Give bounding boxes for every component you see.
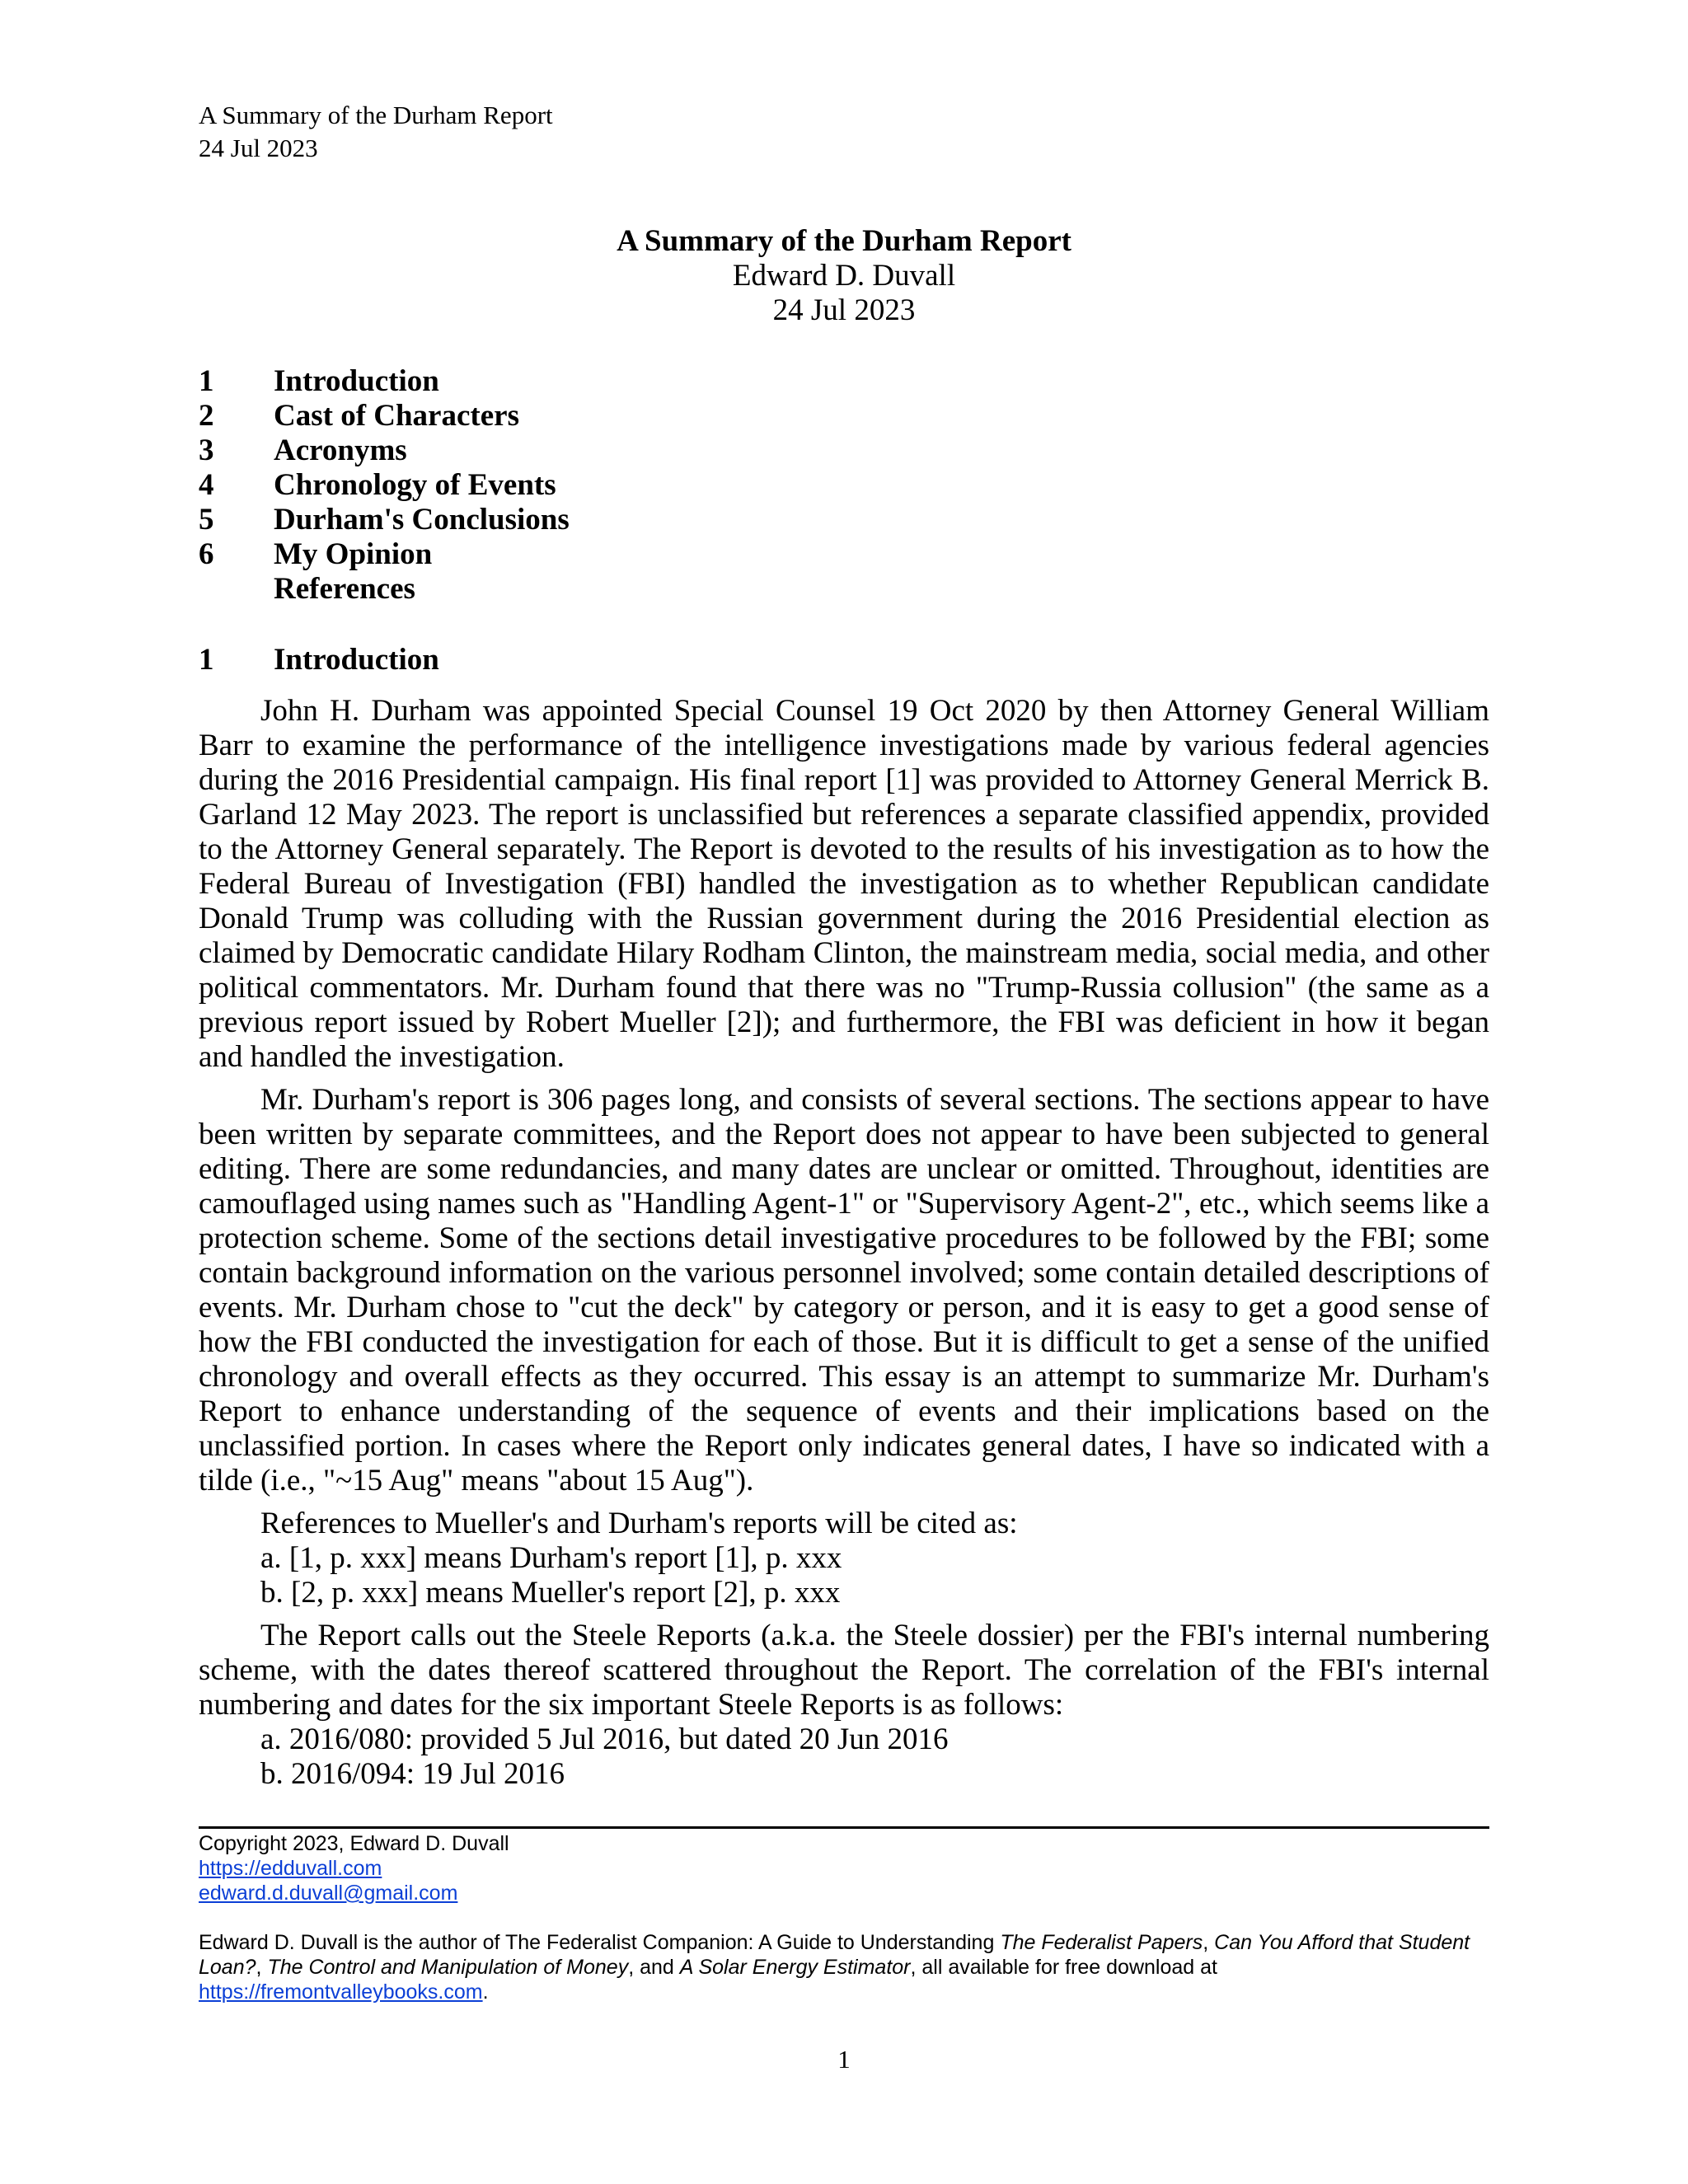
toc-item	[199, 399, 570, 434]
punctuation: .	[482, 1980, 489, 2004]
running-header	[199, 99, 553, 165]
book-title: Can You Afford that Student Loan?	[199, 1931, 1470, 1979]
toc-item-label: Durham's Conclusions	[274, 503, 570, 537]
toc-item-label: Chronology of Events	[274, 468, 556, 502]
bio-text: , all available for free download at	[910, 1956, 1217, 1979]
bio-text: Edward D. Duvall is the author of The Federalist Companion: A Guide to Understanding	[199, 1931, 1001, 1954]
title-block	[0, 224, 1688, 328]
toc-item	[199, 503, 570, 537]
page-number: 1	[837, 2045, 851, 2074]
document-date: 24 Jul 2023	[772, 293, 916, 327]
toc-item	[199, 572, 570, 607]
spacer	[199, 1905, 1489, 1930]
toc-item-number: 2	[199, 399, 214, 433]
toc-item-label: Cast of Characters	[274, 399, 519, 433]
section-body	[199, 694, 1489, 1792]
footnote-divider	[199, 1826, 1489, 1829]
footnote	[199, 1831, 1489, 2004]
author-name: Edward D. Duvall	[732, 259, 956, 293]
running-header-date: 24 Jul 2023	[199, 134, 318, 162]
separator: ,	[1203, 1931, 1215, 1954]
toc-item-label: My Opinion	[274, 537, 433, 571]
toc-item	[199, 434, 570, 468]
section-title: Introduction	[274, 643, 439, 677]
separator: , and	[628, 1956, 680, 1979]
table-of-contents	[199, 364, 570, 607]
toc-item	[199, 364, 570, 399]
copyright-notice: Copyright 2023, Edward D. Duvall	[199, 1832, 509, 1855]
book-title: A Solar Energy Estimator	[679, 1956, 911, 1979]
paragraph: John H. Durham was appointed Special Counsel 19 Oct 2020 by then Attorney General William Barr to examine the performance of the intelligence investigations made by various federal agencies during the 2016 Presidential campaign. His final report [1] was provided to Attorney General Merrick B. Garland 12 May 2023. The report is unclassified but references a separate classified appendix, provided to the Attorney General separately. The Report is devoted to the results of his investigation as to how the Federal Bureau of Investigation (FBI) handled the investigation as to whether Republican candidate Donald Trump was colluding with the Russian government during the 2016 Presidential election as claimed by Democratic candidate Hilary Rodham Clinton, the mainstream media, social media, and other political commentators. Mr. Durham found that there was no "Trump-Russia collusion" (the same as a previous report issued by Robert Mueller [2]); and furthermore, the FBI was deficient in how it began and handled the investigation.	[199, 694, 1489, 1074]
paragraph: Mr. Durham's report is 306 pages long, and consists of several sections. The sections appear to have been written by separate committees, and the Report does not appear to have been subjected to general editing. There are some redundancies, and many dates are unclear or omitted. Throughout, identities are camouflaged using names such as "Handling Agent-1" or "Supervisory Agent-2", etc., which seems like a protection scheme. Some of the sections detail investigative procedures to be followed by the FBI; some contain background information on the various personnel involved; some contain detailed descriptions of events. Mr. Durham chose to "cut the deck" by category or person, and it is easy to get a good sense of how the FBI conducted the investigation for each of those. But it is difficult to get a sense of the unified chronology and overall effects as they occurred. This essay is an attempt to summarize Mr. Durham's Report to enhance understanding of the sequence of events and their implications based on the unclassified portion. In cases where the Report only indicates general dates, I have so indicated with a tilde (i.e., "~15 Aug" means "about 15 Aug").	[199, 1083, 1489, 1497]
author-bio	[199, 1930, 1489, 2004]
toc-item	[199, 537, 570, 572]
paragraph: The Report calls out the Steele Reports (a.k.a. the Steele dossier) per the FBI's internal numbering scheme, with the dates thereof scattered throughout the Report. The correlation of the FBI's internal numbering and dates for the six important Steele Reports is as follows:	[199, 1619, 1489, 1722]
toc-item-number	[199, 572, 274, 607]
toc-item-number: 1	[199, 364, 214, 398]
section-number: 1	[199, 643, 214, 677]
book-title: The Control and Manipulation of Money	[267, 1956, 629, 1979]
toc-item-label: Introduction	[274, 364, 439, 398]
paragraph: References to Mueller's and Durham's reports will be cited as:	[260, 1507, 1018, 1540]
toc-item	[199, 468, 570, 503]
toc-item-number: 6	[199, 537, 214, 571]
toc-item-label: Acronyms	[274, 434, 407, 467]
toc-item-number: 4	[199, 468, 214, 502]
list-item: b. [2, p. xxx] means Mueller's report [2], p. xxx	[260, 1576, 841, 1610]
book-title: The Federalist Papers	[1000, 1931, 1203, 1954]
toc-item-label: References	[274, 572, 415, 606]
list-item: a. [1, p. xxx] means Durham's report [1], p. xxx	[260, 1541, 842, 1575]
list-item: b. 2016/094: 19 Jul 2016	[260, 1757, 565, 1791]
website-link[interactable]: https://edduvall.com	[199, 1857, 382, 1880]
document-title: A Summary of the Durham Report	[617, 224, 1071, 258]
toc-item-number: 3	[199, 434, 214, 467]
separator: ,	[256, 1956, 268, 1979]
email-link[interactable]: edward.d.duvall@gmail.com	[199, 1882, 458, 1905]
books-link[interactable]: https://fremontvalleybooks.com	[199, 1980, 483, 2004]
running-header-title: A Summary of the Durham Report	[199, 101, 553, 129]
toc-item-number: 5	[199, 503, 214, 537]
section-heading	[199, 643, 439, 677]
list-item: a. 2016/080: provided 5 Jul 2016, but dated 20 Jun 2016	[260, 1722, 949, 1756]
